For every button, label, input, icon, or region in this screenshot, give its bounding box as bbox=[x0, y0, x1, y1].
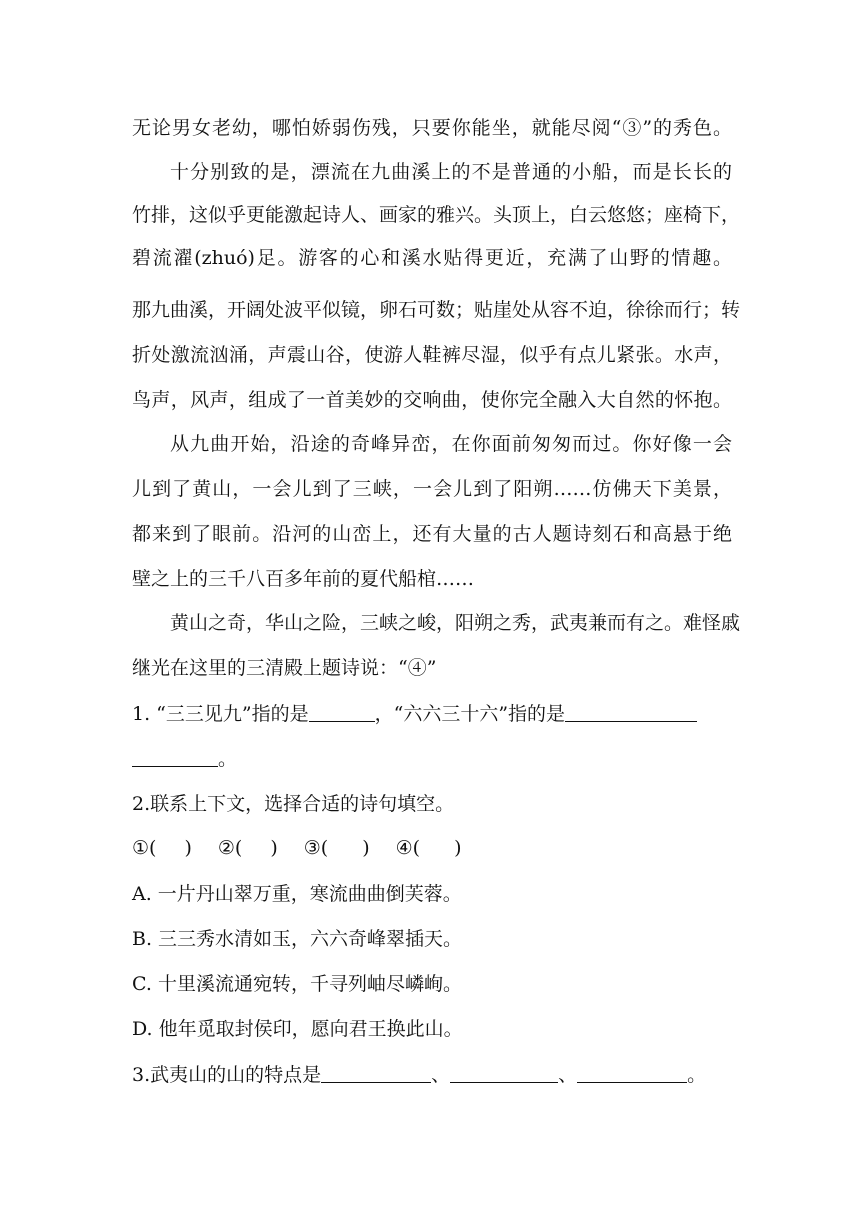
option-b: B. 三三秀水清如玉，六六奇峰翠插天。 bbox=[132, 928, 463, 950]
separator: 、 bbox=[431, 1064, 451, 1086]
option-d: D. 他年觅取封侯印，愿向君王换此山。 bbox=[132, 1018, 463, 1040]
question-1-cont bbox=[132, 747, 732, 771]
passage-line: 从九曲开始，沿途的奇峰异峦，在你面前匆匆而过。你好像一会 bbox=[170, 433, 732, 455]
passage-line: 无论男女老幼，哪怕娇弱伤残，只要你能坐，就能尽阅“③”的秀色。 bbox=[132, 117, 732, 139]
question-1-text-a: 1. “三三见九”指的是 bbox=[132, 703, 309, 725]
passage-line: 十分别致的是，漂流在九曲溪上的不是普通的小船，而是长长的 bbox=[170, 161, 732, 183]
answer-blank[interactable] bbox=[309, 703, 375, 722]
paren-close: ) bbox=[270, 837, 278, 859]
question-3-text: 3.武夷山的山的特点是 bbox=[132, 1064, 322, 1086]
paren-close: ) bbox=[362, 837, 370, 859]
separator: 、 bbox=[558, 1064, 578, 1086]
passage-line: 继光在这里的三清殿上题诗说：“④” bbox=[132, 657, 437, 679]
question-2: 2.联系上下文，选择合适的诗句填空。 bbox=[132, 793, 455, 815]
paren-open: ②( bbox=[217, 837, 243, 859]
passage-line: 儿到了黄山，一会儿到了三峡，一会儿到了阳朔……仿佛天下美景， bbox=[132, 478, 732, 500]
passage-line: 折处激流汹涌，声震山谷，使游人鞋裤尽湿，似乎有点儿紧张。水声， bbox=[132, 344, 732, 366]
answer-blank[interactable] bbox=[577, 1064, 687, 1083]
question-3-end: 。 bbox=[687, 1064, 707, 1086]
paren-open: ①( bbox=[132, 837, 157, 859]
passage-line: 碧流濯(zhuó)足。游客的心和溪水贴得更近，充满了山野的情趣。 bbox=[132, 247, 732, 269]
passage-line: 鸟声，风声，组成了一首美妙的交响曲，使你完全融入大自然的怀抱。 bbox=[132, 389, 732, 411]
question-3 bbox=[132, 1063, 732, 1087]
answer-blank[interactable] bbox=[565, 703, 697, 722]
passage-line: 黄山之奇，华山之险，三峡之峻，阳朔之秀，武夷兼而有之。难怪戚 bbox=[170, 612, 741, 634]
paren-open: ④( bbox=[395, 837, 421, 859]
passage-line: 竹排，这似乎更能激起诗人、画家的雅兴。头顶上，白云悠悠；座椅下， bbox=[132, 204, 741, 226]
paren-open: ③( bbox=[303, 837, 329, 859]
question-2-blanks bbox=[132, 836, 732, 860]
passage-line: 那九曲溪，开阔处波平似镜，卵石可数；贴崖处从容不迫，徐徐而行；转 bbox=[132, 299, 741, 321]
paren-close: ) bbox=[184, 837, 192, 859]
question-1-end: 。 bbox=[218, 748, 238, 770]
passage-line: 壁之上的三千八百多年前的夏代船棺…… bbox=[132, 568, 475, 590]
question-1 bbox=[132, 702, 732, 726]
question-1-text-b: ，“六六三十六”指的是 bbox=[374, 703, 566, 725]
option-c: C. 十里溪流通宛转，千寻列岫尽嶙峋。 bbox=[132, 973, 462, 995]
answer-blank[interactable] bbox=[321, 1064, 431, 1083]
option-a: A. 一片丹山翠万重，寒流曲曲倒芙蓉。 bbox=[132, 883, 462, 905]
paren-close: ) bbox=[454, 837, 462, 859]
passage-line: 都来到了眼前。沿河的山峦上，还有大量的古人题诗刻石和高悬于绝 bbox=[132, 523, 732, 545]
answer-blank[interactable] bbox=[132, 748, 218, 767]
answer-blank[interactable] bbox=[450, 1064, 558, 1083]
